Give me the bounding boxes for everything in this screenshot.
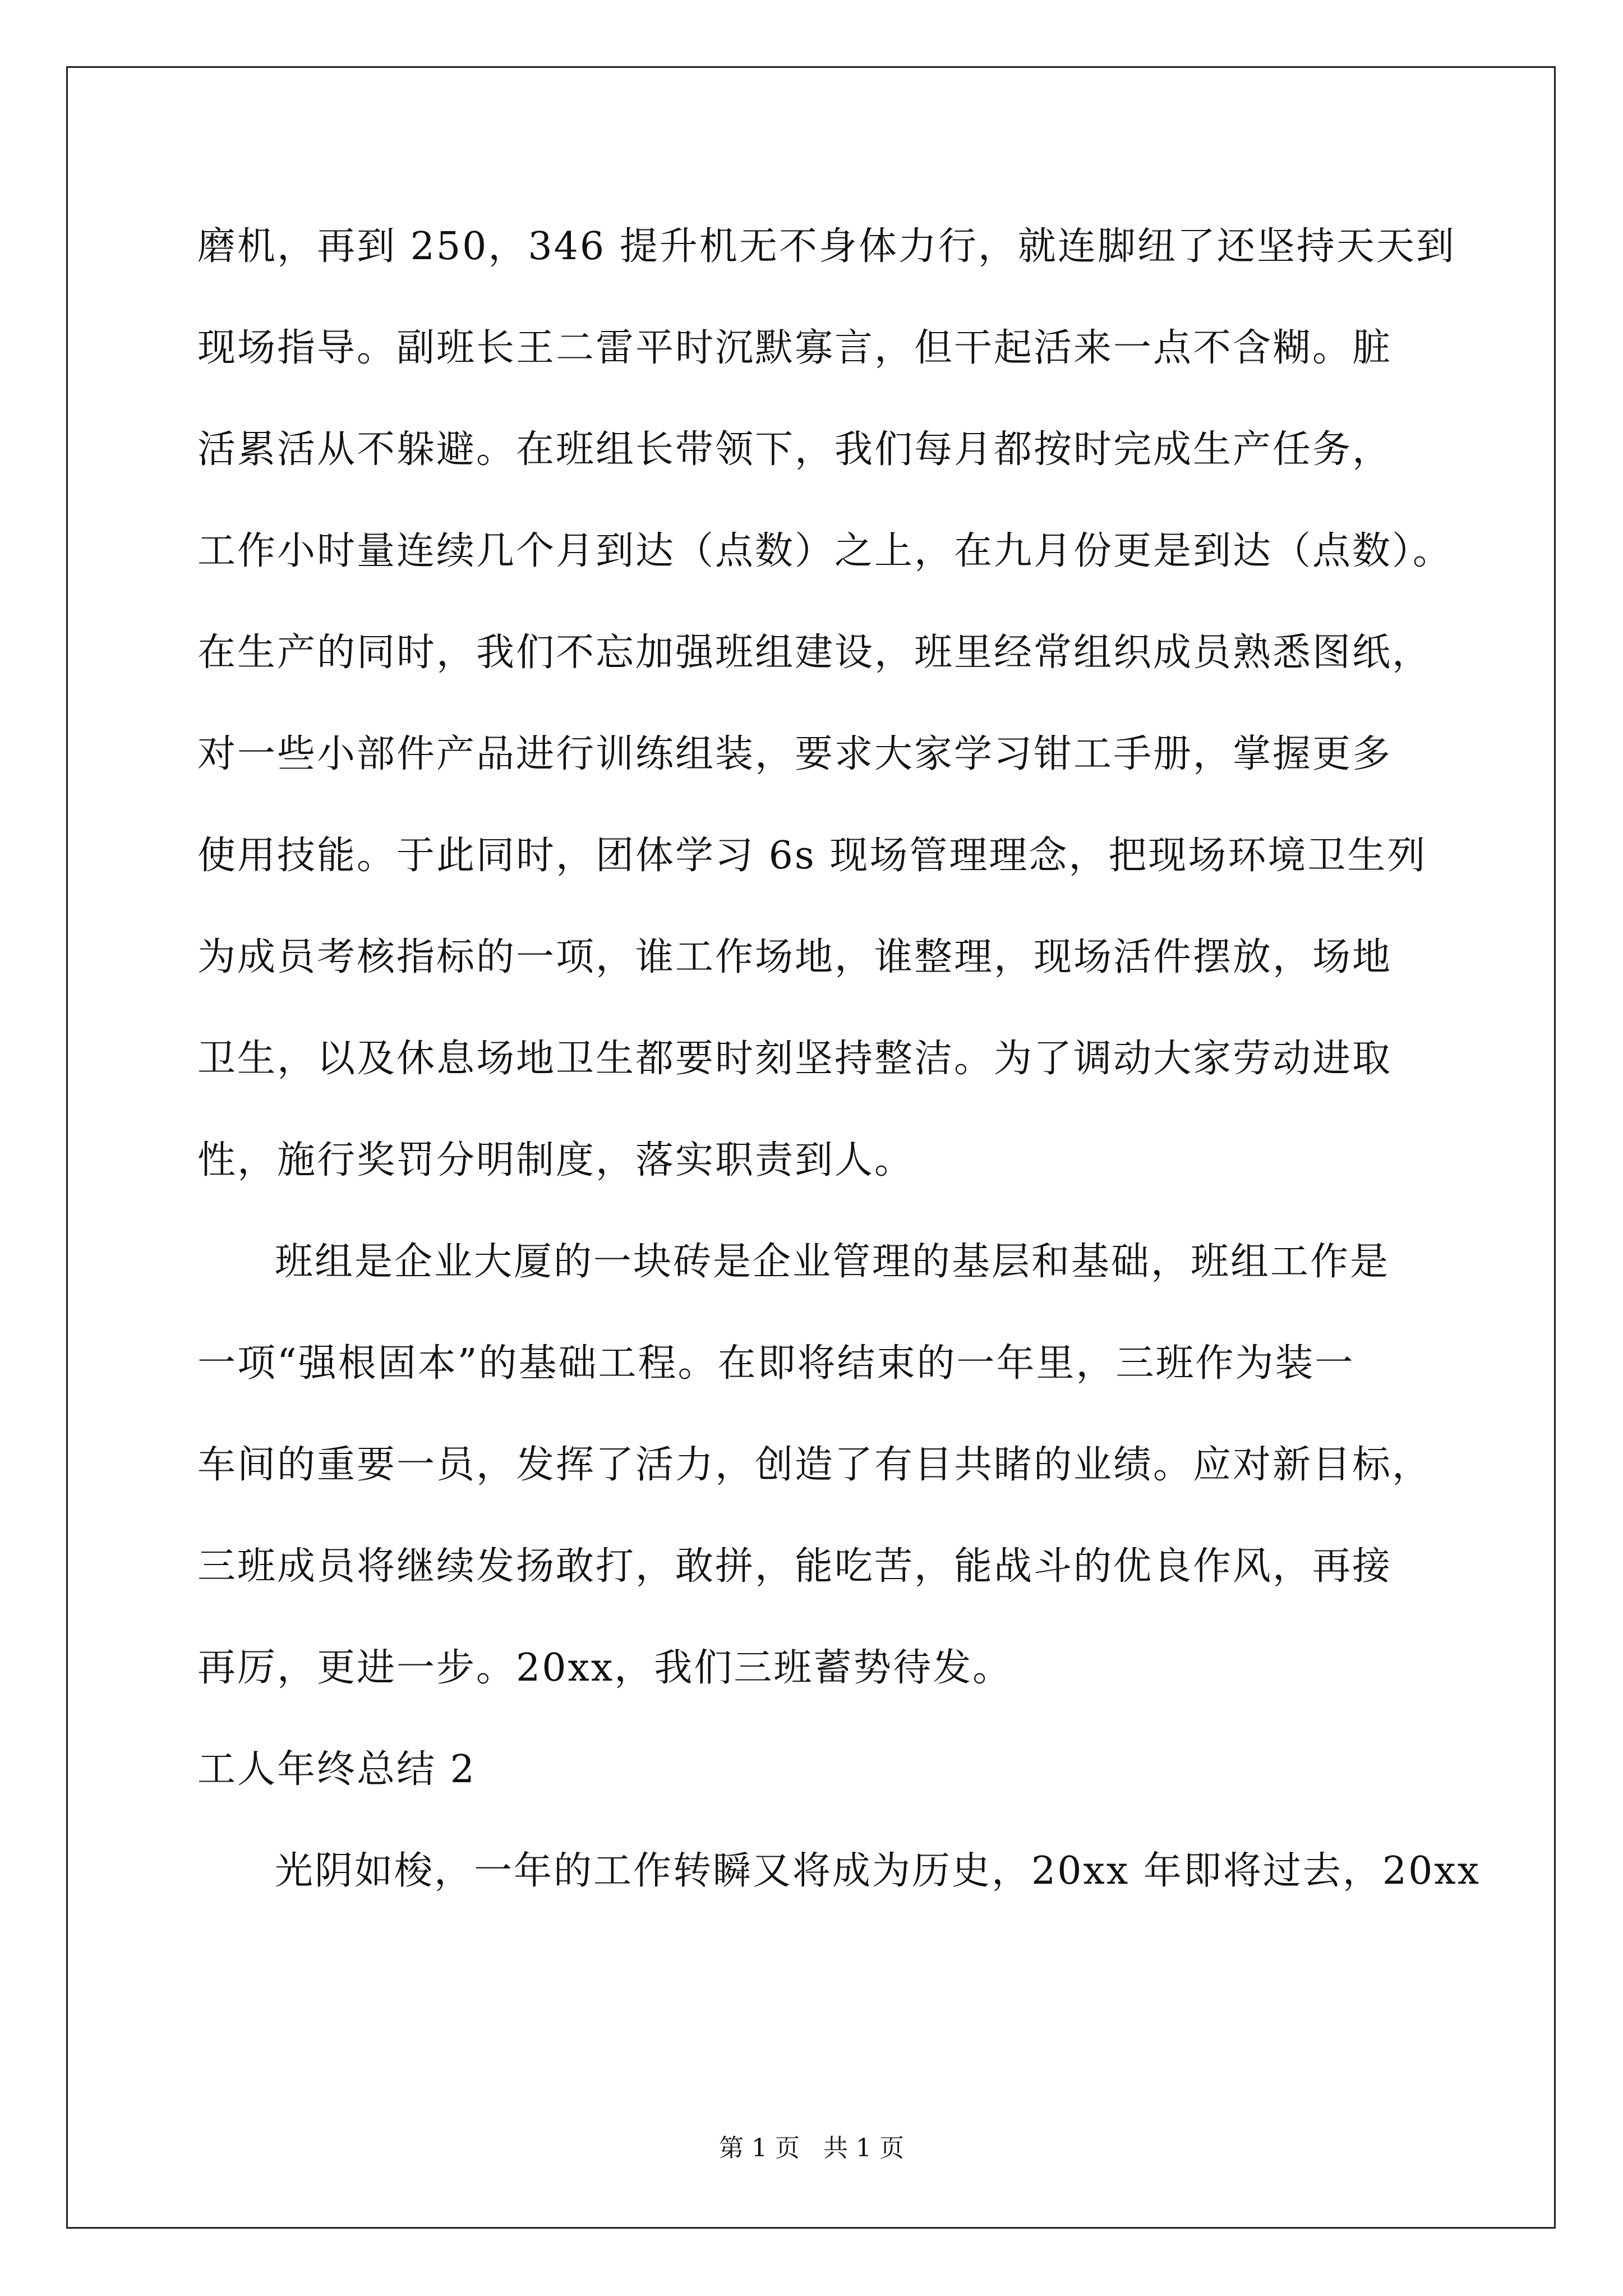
text-line: 使用技能。于此同时，团体学习 6s 现场管理理念，把现场环境卫生列 (197, 834, 1427, 878)
text-line: 为成员考核指标的一项，谁工作场地，谁整理，现场活件摆放，场地 (197, 935, 1393, 979)
text-line: 车间的重要一员，发挥了活力，创造了有目共睹的业绩。应对新目标， (197, 1443, 1432, 1487)
text-line: 在生产的同时，我们不忘加强班组建设，班里经常组织成员熟悉图纸， (197, 631, 1432, 675)
paragraph-first-line: 光阴如梭，一年的工作转瞬又将成为历史，20xx 年即将过去，20xx (275, 1849, 1481, 1893)
text-line: 对一些小部件产品进行训练组装，要求大家学习钳工手册，掌握更多 (197, 732, 1393, 776)
page-number-footer: 第 1 页 共 1 页 (719, 2134, 904, 2162)
section-heading: 工人年终总结 2 (197, 1747, 476, 1792)
text-line: 工作小时量连续几个月到达（点数）之上，在九月份更是到达（点数）。 (197, 529, 1453, 573)
document-body (197, 219, 1487, 1945)
text-line: 再厉，更进一步。20xx，我们三班蓄势待发。 (197, 1646, 1013, 1690)
text-line: 现场指导。副班长王二雷平时沉默寡言，但干起活来一点不含糊。脏 (197, 326, 1393, 370)
text-line: 卫生，以及休息场地卫生都要时刻坚持整洁。为了调动大家劳动进取 (197, 1037, 1393, 1081)
paragraph-first-line: 班组是企业大厦的一块砖是企业管理的基层和基础，班组工作是 (275, 1240, 1390, 1284)
text-line: 一项“强根固本”的基础工程。在即将结束的一年里，三班作为装一 (197, 1341, 1355, 1386)
text-line: 性，施行奖罚分明制度，落实职责到人。 (197, 1138, 915, 1182)
text-line: 三班成员将继续发扬敢打，敢拼，能吃苦，能战斗的优良作风，再接 (197, 1544, 1393, 1589)
text-line: 磨机，再到 250，346 提升机无不身体力行，就连脚纽了还坚持天天到 (197, 224, 1456, 269)
text-line: 活累活从不躲避。在班组长带领下，我们每月都按时完成生产任务， (197, 427, 1393, 472)
